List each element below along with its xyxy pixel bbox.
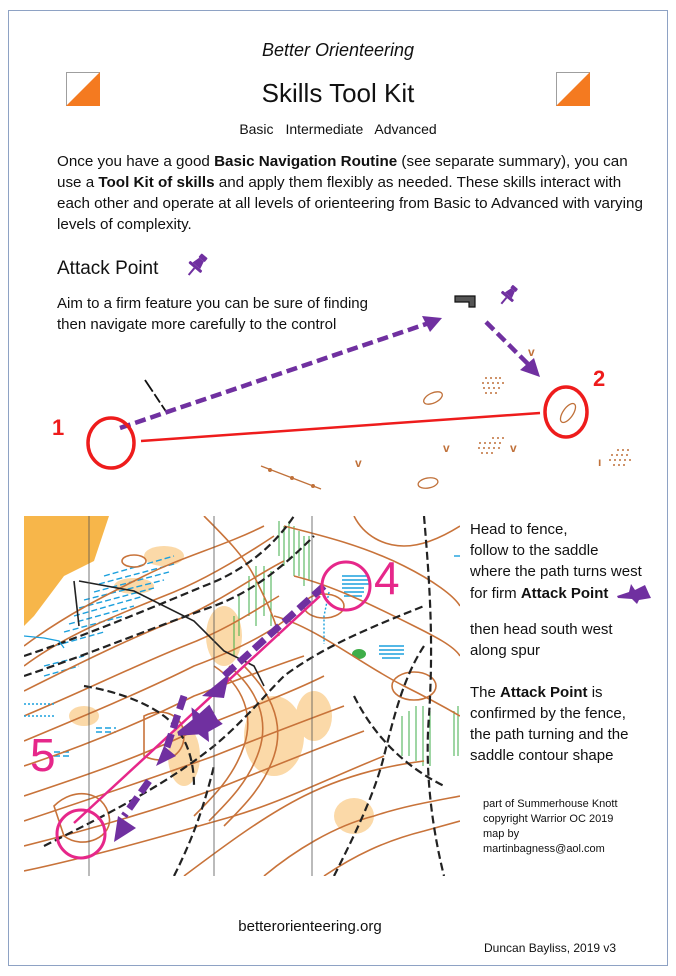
pushpin-icon: [182, 251, 212, 279]
route-instructions-2: then head south west along spur: [470, 621, 613, 659]
building-feature-icon: [455, 296, 475, 307]
route-instructions: Head to fence, follow to the saddle where the path turns west for firm Attack Point: [470, 519, 665, 604]
bold-basic-navigation-routine: Basic Navigation Routine: [214, 153, 398, 170]
control-circle-1: [88, 418, 134, 468]
map-control-number-5: 5: [30, 729, 56, 781]
bold-attack-point: Attack Point: [520, 585, 609, 602]
attack-point-description: Aim to a firm feature you can be sure of finding then navigate more carefully to the control: [57, 295, 368, 333]
page-title: Skills Tool Kit: [261, 78, 415, 108]
series-title: Better Orienteering: [261, 40, 415, 60]
level-basic: Basic: [239, 121, 274, 137]
map-credit: part of Summerhouse Knott copyright Warrior OC 2019 map by martinbagness@aol.com: [483, 797, 663, 857]
map-author-email: martinbagness@aol.com: [483, 843, 605, 855]
svg-text:ı: ı: [598, 455, 602, 469]
pushpin-icon-diagram: [496, 282, 522, 308]
pushpin-icon-inline: [617, 582, 651, 604]
control-number-1: 1: [52, 415, 65, 440]
level-advanced: Advanced: [374, 121, 437, 137]
svg-text:v: v: [443, 441, 450, 455]
bold-tool-kit-of-skills: Tool Kit of skills: [98, 174, 215, 191]
map-control-number-4: 4: [374, 552, 400, 604]
orienteering-flag-icon-left: [66, 72, 100, 106]
attack-point-confirmation: The Attack Point is confirmed by the fence, the path turning and the saddle contour shape: [470, 684, 629, 764]
intro-paragraph: Once you have a good Basic Navigation Routine (see separate summary), you can use a Tool Kit of skills and apply them flexibly as needed. These skills interact with each other and operate at all levels of orienteering from Basic to Advanced with varying levels of complexity.: [57, 153, 643, 233]
control-circle-2: [545, 387, 587, 437]
control-number-2: 2: [593, 366, 606, 391]
svg-text:v: v: [528, 345, 535, 359]
orienteering-flag-icon-right: [556, 72, 590, 106]
attack-point-diagram: [0, 280, 676, 510]
level-intermediate: Intermediate: [285, 121, 364, 137]
footer-author: Duncan Bayliss, 2019 v3: [484, 941, 617, 955]
svg-text:v: v: [355, 456, 362, 470]
svg-text:v: v: [510, 441, 517, 455]
bold-attack-point-2: Attack Point: [500, 684, 588, 701]
section-title: Attack Point: [57, 258, 159, 279]
skill-levels: [0, 121, 676, 137]
footer-website: betterorienteering.org: [238, 918, 382, 935]
